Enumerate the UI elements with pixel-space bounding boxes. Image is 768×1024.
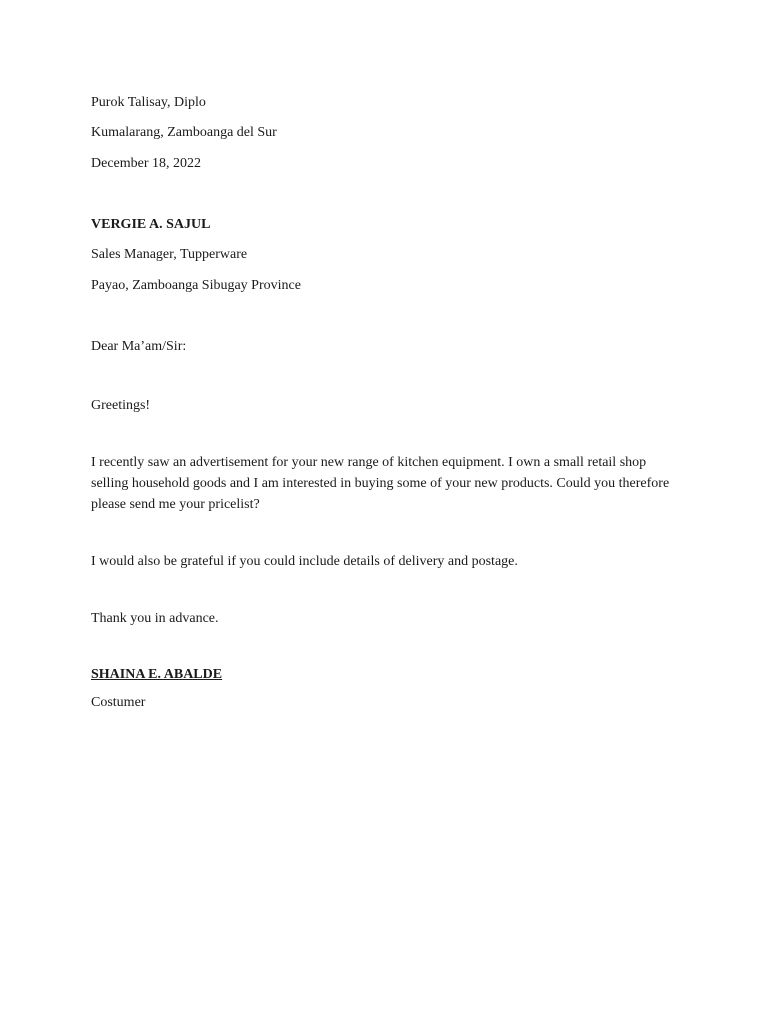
sender-address-line1: Purok Talisay, Diplo bbox=[91, 95, 206, 110]
sender-address-line2: Kumalarang, Zamboanga del Sur bbox=[91, 125, 277, 140]
body-paragraph-2: I would also be grateful if you could include details of delivery and postage. bbox=[91, 554, 518, 569]
closing-line: Thank you in advance. bbox=[91, 611, 219, 626]
signature-role: Costumer bbox=[91, 695, 146, 710]
greeting: Greetings! bbox=[91, 398, 151, 413]
signature-name: SHAINA E. ABALDE bbox=[91, 667, 223, 682]
body-paragraph-1: I recently saw an advertisement for your new range of kitchen equipment. I own a small retail shop selling household goods and I am interested in buying some of your new products. Could you therefore please send me your pricelist? bbox=[91, 455, 670, 512]
recipient-name: VERGIE A. SAJUL bbox=[91, 217, 211, 232]
recipient-address: Payao, Zamboanga Sibugay Province bbox=[91, 278, 301, 293]
salutation: Dear Ma’am/Sir: bbox=[91, 339, 187, 354]
recipient-title: Sales Manager, Tupperware bbox=[91, 247, 248, 262]
letter-date: December 18, 2022 bbox=[91, 156, 202, 171]
